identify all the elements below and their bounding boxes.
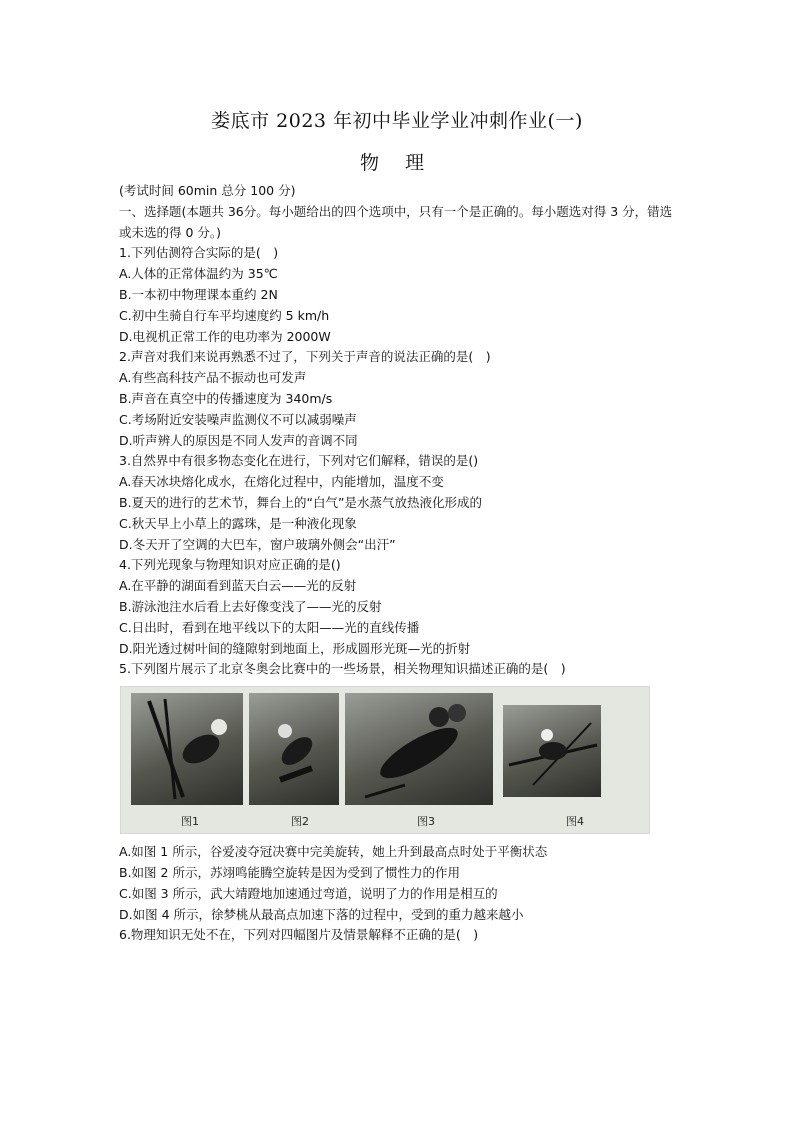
question-stem: 3.自然界中有很多物态变化在进行，下列对它们解释，错误的是() [119, 453, 479, 469]
figure-4-image [503, 705, 601, 797]
option: A.如图 1 所示，谷爱凌夺冠决赛中完美旋转，她上升到最高点时处于平衡状态 [119, 844, 548, 860]
option: A.在平静的湖面看到蓝天白云——光的反射 [119, 578, 357, 594]
question-stem: 4.下列光现象与物理知识对应正确的是() [119, 557, 341, 573]
question-stem: 6.物理知识无处不在，下列对四幅图片及情景解释不正确的是( ) [119, 927, 479, 943]
skier-silhouette-icon [131, 693, 243, 805]
figure-caption: 图2 [291, 815, 309, 829]
subject-title: 物 理 [359, 152, 435, 174]
option: D.电视机正常工作的电功率为 2000W [119, 328, 331, 344]
question-stem: 5.下列图片展示了北京冬奥会比赛中的一些场景，相关物理知识描述正确的是( ) [119, 661, 566, 677]
question-stem: 1.下列估测符合实际的是( ) [119, 245, 279, 261]
section-heading: 一、选择题(本题共 36分。每小题给出的四个选项中，只有一个是正确的。每小题选对得 3 分，错选或未选的得 0 分。) [119, 203, 673, 240]
page-title: 娄底市 2023 年初中毕业学业冲刺作业(一) [211, 110, 583, 132]
exam-info: (考试时间 60min 总分 100 分) [119, 183, 296, 198]
option: A.春天冰块熔化成水，在熔化过程中，内能增加，温度不变 [119, 474, 444, 490]
option: D.阳光透过树叶间的缝隙射到地面上，形成圆形光斑—光的折射 [119, 640, 471, 656]
aerial-skier-silhouette-icon [503, 705, 601, 797]
option: C.如图 3 所示，武大靖蹬地加速通过弯道，说明了力的作用是相互的 [119, 885, 498, 901]
option: D.如图 4 所示，徐梦桃从最高点加速下落的过程中，受到的重力越来越小 [119, 906, 524, 922]
option: D.冬天开了空调的大巴车，窗户玻璃外侧会“出汗” [119, 536, 396, 552]
speed-skater-silhouette-icon [345, 693, 493, 805]
option: C.秋天早上小草上的露珠，是一种液化现象 [119, 515, 357, 531]
option: C.日出时，看到在地平线以下的太阳——光的直线传播 [119, 619, 420, 635]
option: C.初中生骑自行车平均速度约 5 km/h [119, 307, 330, 323]
option: B.一本初中物理课本重约 2N [119, 286, 278, 302]
option: B.如图 2 所示，苏翊鸣能腾空旋转是因为受到了惯性力的作用 [119, 864, 460, 880]
figure-caption: 图4 [566, 815, 584, 829]
option: D.听声辨人的原因是不同人发声的音调不同 [119, 432, 358, 448]
option: B.夏天的进行的艺术节，舞台上的“白气”是水蒸气放热液化形成的 [119, 494, 483, 510]
snowboarder-silhouette-icon [249, 693, 339, 805]
question-stem: 2.声音对我们来说再熟悉不过了，下列关于声音的说法正确的是( ) [119, 349, 491, 365]
option: B.声音在真空中的传播速度为 340m/s [119, 390, 333, 406]
option: A.人体的正常体温约为 35℃ [119, 266, 278, 282]
option: C.考场附近安装噪声监测仪不可以减弱噪声 [119, 411, 357, 427]
figure-1-image [131, 693, 243, 805]
option: A.有些高科技产品不振动也可发声 [119, 370, 307, 386]
olympics-figure-strip [120, 686, 650, 834]
figure-caption: 图3 [417, 815, 435, 829]
figure-3-image [345, 693, 493, 805]
option: B.游泳池注水后看上去好像变浅了——光的反射 [119, 598, 382, 614]
exam-content [119, 181, 679, 946]
figure-caption: 图1 [181, 815, 199, 829]
figure-2-image [249, 693, 339, 805]
